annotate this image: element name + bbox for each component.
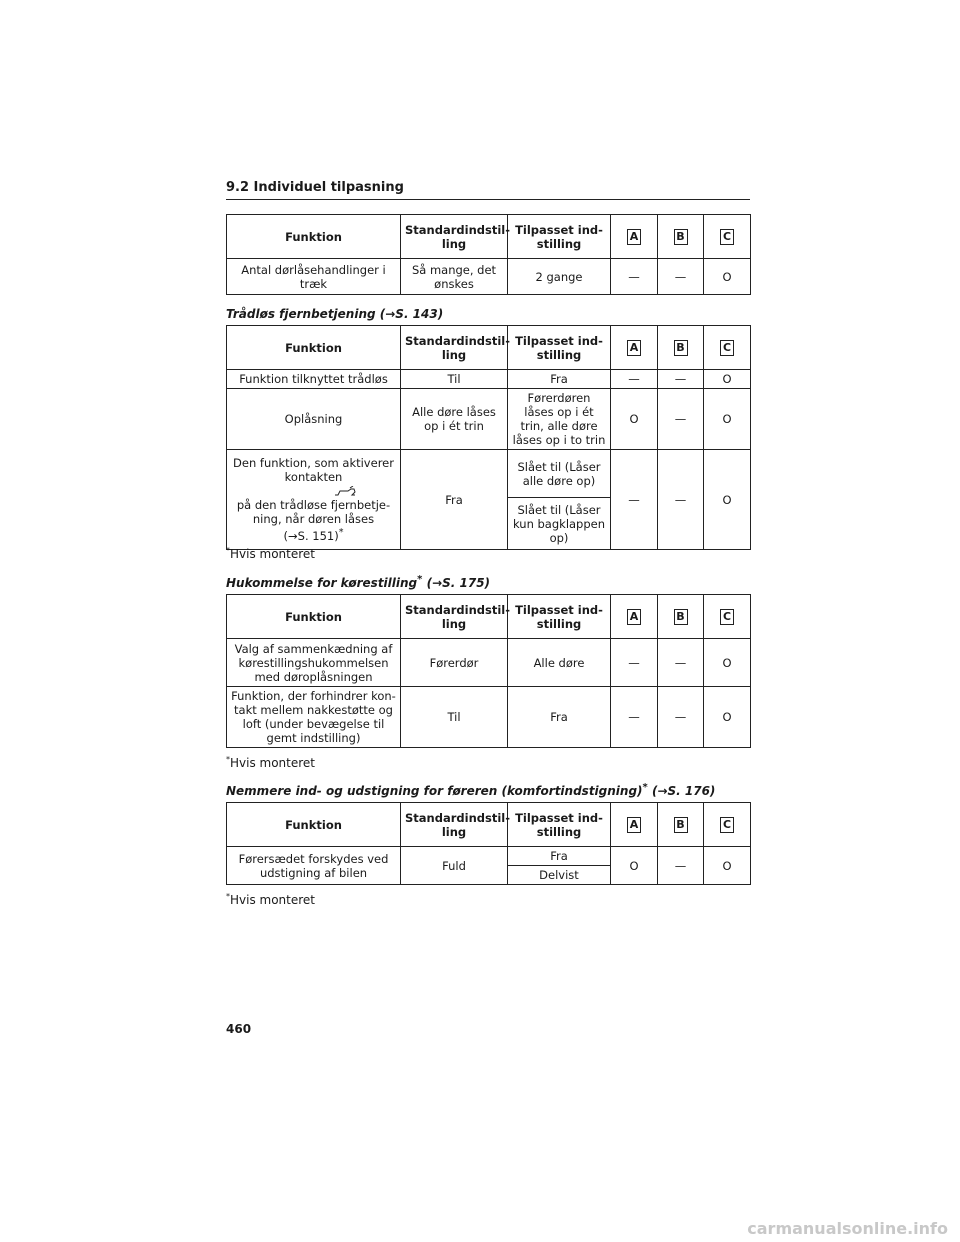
cell-tilp-1: Slået til (Låser alle døre op) — [508, 450, 611, 498]
memory-title: Hukommelse for kørestilling — [226, 576, 418, 590]
cell-tilp-1: Fra — [508, 847, 611, 866]
header-funktion: Funktion — [227, 326, 401, 370]
section-title: 9.2 Individuel tilpasning — [226, 180, 750, 200]
footnote: Hvis monteret — [230, 547, 316, 561]
page-number: 460 — [226, 1022, 252, 1036]
table-header-row — [227, 215, 751, 259]
cell-b: — — [658, 259, 704, 295]
cell-c: O — [704, 389, 751, 450]
header-funktion: Funktion — [227, 595, 401, 639]
cell-std: Alle døre låses op i ét trin — [401, 389, 508, 450]
cell-func-part-b: på den trådløse fjernbetje-ning, når døren låses — [236, 498, 391, 527]
table-row — [227, 639, 751, 687]
header-c: C — [720, 817, 734, 833]
table-memory — [226, 594, 751, 748]
cell-std: Til — [401, 370, 508, 389]
table-entry — [226, 802, 751, 885]
cell-b: — — [658, 450, 704, 550]
table-header-row — [227, 326, 751, 370]
cell-std: Førerdør — [401, 639, 508, 687]
wireless-title: Trådløs fjernbetjening (→S. 143) — [226, 307, 444, 321]
table-row — [227, 687, 751, 748]
cell-tilp: Fra — [508, 370, 611, 389]
footnote-asterisk: * — [338, 527, 344, 539]
table-row — [227, 389, 751, 450]
cell-a: — — [611, 639, 658, 687]
table-row — [227, 847, 751, 866]
table-row — [227, 259, 751, 295]
header-funktion: Funktion — [227, 215, 401, 259]
table-door-lock — [226, 214, 751, 295]
cell-tilp: Førerdøren låses op i ét trin, alle døre låses op i to trin — [508, 389, 611, 450]
cell-a: — — [611, 370, 658, 389]
memory-ref: (→S. 175) — [426, 576, 491, 590]
cell-a: O — [611, 389, 658, 450]
watermark: carmanualsonline.info — [747, 1219, 948, 1238]
cell-a: — — [611, 259, 658, 295]
footnote: Hvis monteret — [230, 756, 316, 770]
cell-func: Oplåsning — [227, 389, 401, 450]
cell-c: O — [704, 450, 751, 550]
cell-tilp: 2 gange — [508, 259, 611, 295]
header-c: C — [720, 609, 734, 625]
header-standard: Standardindstil-ling — [401, 215, 508, 259]
cell-std: Fuld — [401, 847, 508, 885]
header-a: A — [627, 817, 641, 833]
header-standard: Standardindstil-ling — [401, 326, 508, 370]
cell-std: Så mange, det ønskes — [401, 259, 508, 295]
cell-b: — — [658, 639, 704, 687]
header-b: B — [674, 229, 688, 245]
header-c: C — [720, 340, 734, 356]
header-c: C — [720, 229, 734, 245]
header-b: B — [674, 340, 688, 356]
cell-func — [227, 450, 401, 550]
cell-tilp-2: Delvist — [508, 866, 611, 885]
cell-b: — — [658, 389, 704, 450]
header-tilpasset: Tilpasset ind-stilling — [508, 326, 611, 370]
cell-c: O — [704, 370, 751, 389]
header-funktion: Funktion — [227, 803, 401, 847]
header-tilpasset: Tilpasset ind-stilling — [508, 803, 611, 847]
header-tilpasset: Tilpasset ind-stilling — [508, 215, 611, 259]
cell-a: — — [611, 450, 658, 550]
cell-std: Fra — [401, 450, 508, 550]
cell-c: O — [704, 847, 751, 885]
cell-std: Til — [401, 687, 508, 748]
cell-func-ref: (→S. 151) — [283, 528, 339, 543]
table-row — [227, 450, 751, 498]
cell-func: Antal dørlåsehandlinger i træk — [227, 259, 401, 295]
cell-b: — — [658, 687, 704, 748]
table-header-row — [227, 595, 751, 639]
header-a: A — [627, 609, 641, 625]
entry-ref: (→S. 176) — [651, 784, 716, 798]
cell-c: O — [704, 639, 751, 687]
table-header-row — [227, 803, 751, 847]
footnote: Hvis monteret — [230, 893, 316, 907]
cell-tilp: Fra — [508, 687, 611, 748]
table-row — [227, 370, 751, 389]
cell-a: — — [611, 687, 658, 748]
header-tilpasset: Tilpasset ind-stilling — [508, 595, 611, 639]
header-standard: Standardindstil-ling — [401, 595, 508, 639]
cell-c: O — [704, 259, 751, 295]
cell-b: — — [658, 847, 704, 885]
cell-tilp-2: Slået til (Låser kun bagklappen op) — [508, 498, 611, 550]
cell-b: — — [658, 370, 704, 389]
header-a: A — [627, 340, 641, 356]
header-b: B — [674, 609, 688, 625]
entry-title: Nemmere ind- og udstigning for føreren (komfortindstigning) — [226, 784, 643, 798]
cell-c: O — [704, 687, 751, 748]
header-a: A — [627, 229, 641, 245]
table-wireless — [226, 325, 751, 550]
cell-func: Valg af sammenkædning af kørestillingshukommelsen med døroplåsningen — [227, 639, 401, 687]
car-trunk-icon — [334, 486, 356, 498]
cell-tilp: Alle døre — [508, 639, 611, 687]
cell-func: Førersædet forskydes ved udstigning af bilen — [227, 847, 401, 885]
cell-a: O — [611, 847, 658, 885]
cell-func: Funktion tilknyttet trådløs — [227, 370, 401, 389]
header-standard: Standardindstil-ling — [401, 803, 508, 847]
cell-func: Funktion, der forhindrer kon-takt mellem nakkestøtte og loft (under bevægelse til gemt indstilling) — [227, 687, 401, 748]
cell-func-part-a: Den funktion, som aktiverer kontakten — [233, 456, 394, 485]
header-b: B — [674, 817, 688, 833]
